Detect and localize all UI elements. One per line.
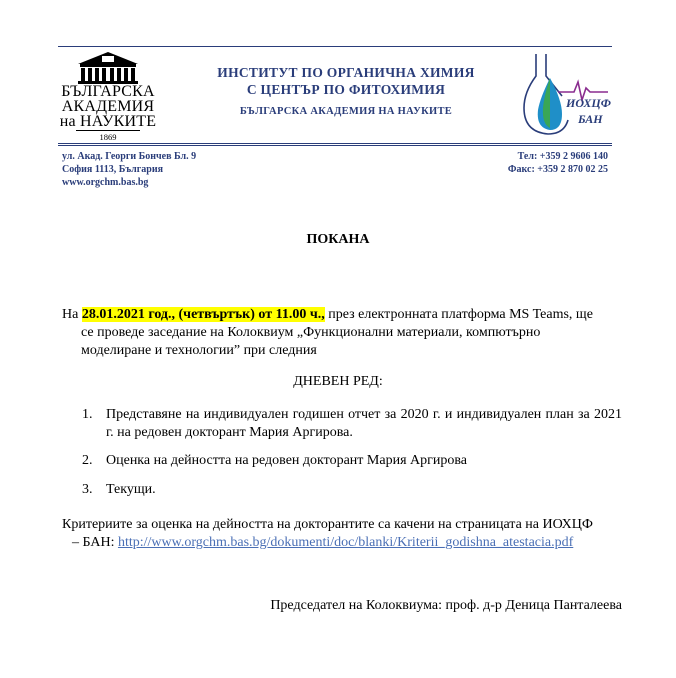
contact-block [508,150,608,176]
address-city: София 1113, България [62,164,164,175]
criteria-link[interactable]: http://www.orgchm.bas.bg/dokumenti/doc/blanki/Kriterii_godishna_atestacia.pdf [117,535,574,550]
criteria-prefix: – БАН: [72,535,118,550]
institute-name-line2: С ЦЕНТЪР ПО ФИТОХИМИЯ [246,82,446,97]
agenda-item-text: Представяне на индивидуален годишен отчет за 2020 г. и индивидуален план за 2021 г. на редовен докторант Мария Аргирова. [106,407,622,440]
academy-logo [58,50,158,142]
agenda-item-text: Оценка на дейността на редовен докторант Мария Аргирова [106,453,467,468]
institute-name-line1: ИНСТИТУТ ПО ОРГАНИЧНА ХИМИЯ [217,65,475,80]
criteria-line2 [62,534,614,552]
meeting-datetime-highlight: 28.01.2021 год., (четвъртък) от 11.00 ч., [81,307,325,322]
header-top-rule [58,46,612,47]
intro-paragraph [62,306,614,360]
logo-abbr-iocf: ИОХЦФ [566,96,611,110]
academy-na: на [59,113,76,130]
intro-line2: се проведе заседание на Колоквиум „Функционални материали, компютърно [81,325,541,340]
academy-name-line1: БЪЛГАРСКА [61,83,155,100]
academy-name-naukite: НАУКИТЕ [80,113,157,130]
intro-prefix: На [62,307,82,322]
agenda-item-text: Текущи. [106,482,156,497]
academy-year: 1869 [76,130,140,142]
header-bottom-rule-2 [58,145,612,146]
contact-fax: Факс: +359 2 870 02 25 [507,164,608,175]
criteria-paragraph [62,516,614,552]
signature-line: Председател на Колоквиума: проф. д-р Деница Панталеева [270,598,622,613]
header-bottom-rule [58,143,612,144]
institute-name-block [196,64,496,118]
agenda-item-number: 2. [82,453,93,468]
intro-line3: моделиране и технологии” при следния [81,343,317,358]
institute-subtitle: БЪЛГАРСКА АКАДЕМИЯ НА НАУКИТЕ [239,106,453,117]
contact-phone: Тел: +359 2 9606 140 [517,151,608,162]
logo-abbr-ban: БАН [578,112,603,126]
academy-building-icon [76,50,140,84]
agenda-item-number: 1. [82,407,93,422]
agenda-item-number: 3. [82,482,93,497]
address-website: www.orgchm.bas.bg [62,177,149,188]
document-title: ПОКАНА [306,232,370,247]
institute-logo [518,48,612,140]
intro-rest-line1: през електронната платформа MS Teams, ще [324,307,593,322]
agenda-heading: ДНЕВЕН РЕД: [293,374,383,389]
criteria-line1: Критериите за оценка на дейността на докторантите са качени на страницата на ИОХЦФ [62,517,593,532]
academy-name-line2: АКАДЕМИЯ [61,98,155,115]
academy-name-line3 [58,114,158,129]
address-block [62,150,196,189]
address-street: ул. Акад. Георги Бончев Бл. 9 [62,151,197,162]
